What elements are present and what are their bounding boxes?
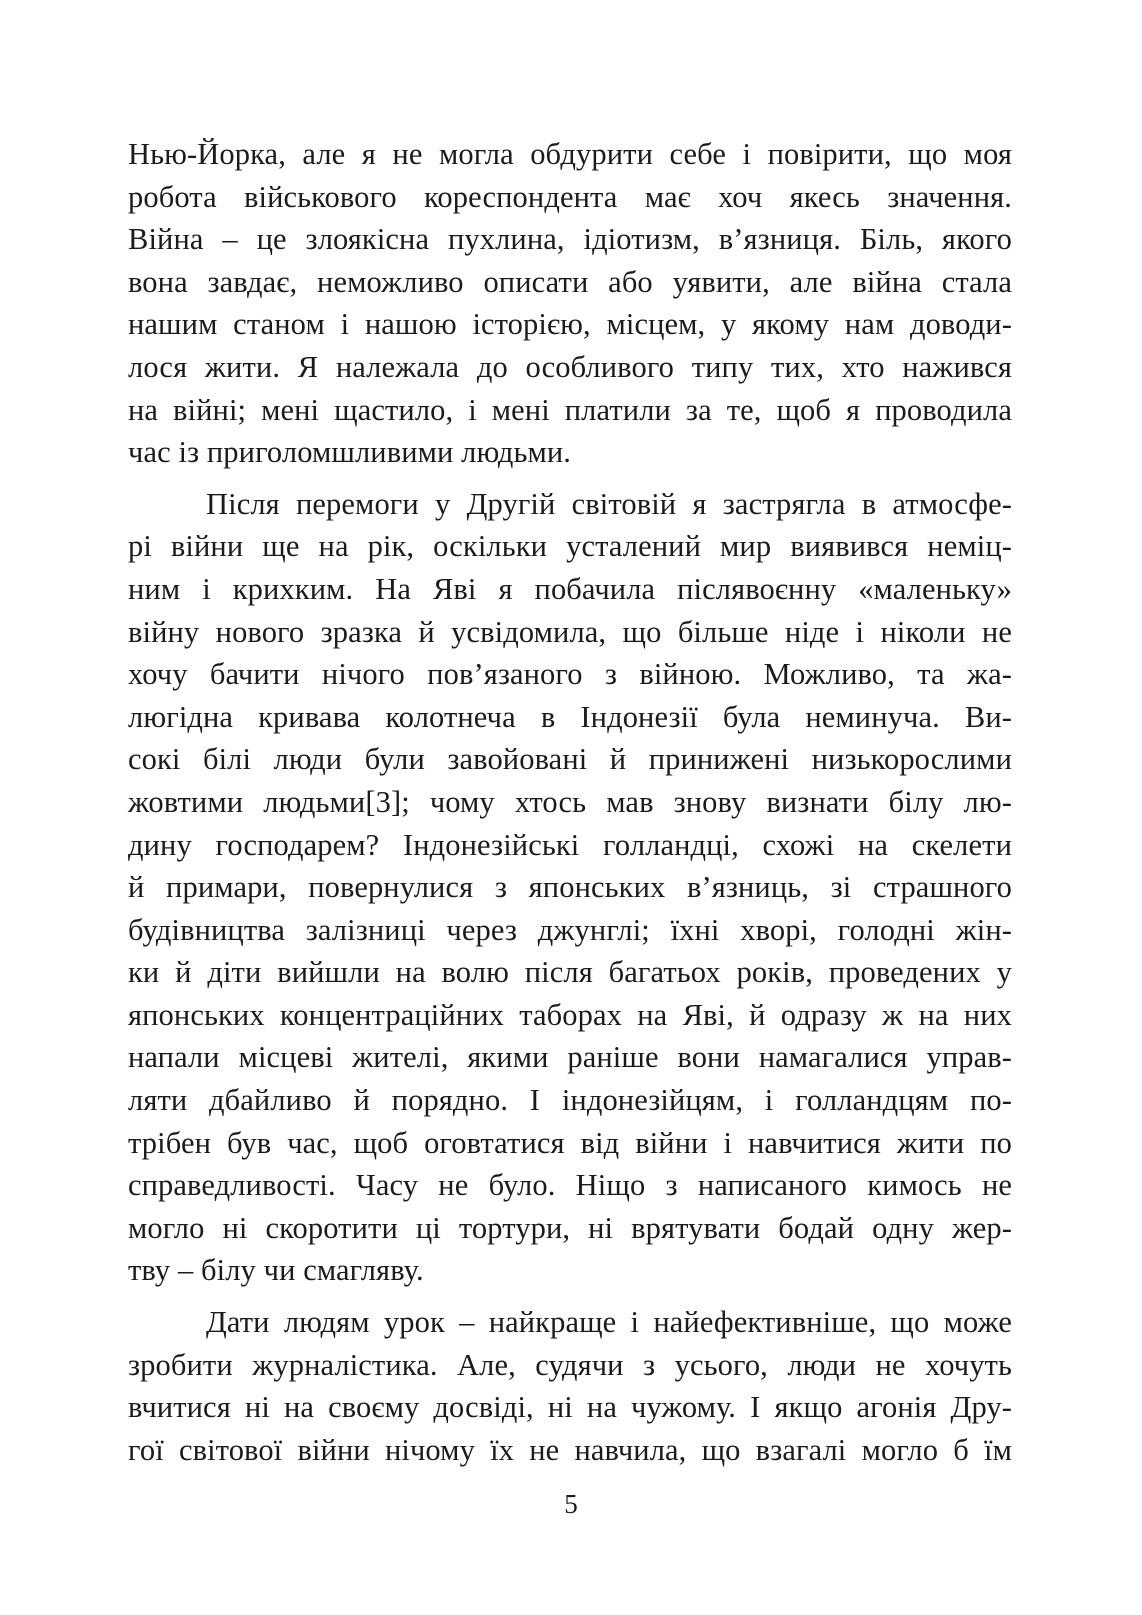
text-line: могло ні скоротити ці тортури, ні врятувати бодай одну жер- [128,1210,1012,1245]
text-line: війну нового зразка й усвідомила, що більше ніде і ніколи не [128,614,1012,649]
text-line: жовтими людьми[3]; чому хтось мав знову визнати білу лю- [128,784,1012,819]
text-line: ки й діти вийшли на волю після багатьох років, проведених у [128,955,1012,990]
text-line: гої світової війни нічому їх не навчила, що взагалі могло б їм [128,1432,1012,1467]
text-line: вона завдає, неможливо описати або уявити, але війна стала [128,264,1012,299]
text-line: лося жити. Я належала до особливого типу тих, хто нажився [128,349,1012,384]
text-line: на війні; мені щастило, і мені платили за те, щоб я проводила [128,392,1012,427]
page-number: 5 [564,1489,578,1519]
text-line: Війна – це злоякісна пухлина, ідіотизм, в’язниця. Біль, якого [128,222,1012,257]
text-line: напали місцеві жителі, якими раніше вони намагалися управ- [128,1040,1012,1075]
text-line: ляти дбайливо й порядно. І індонезійцям, і голландцям по- [128,1083,1012,1118]
text-line: будівництва залізниці через джунглі; їхні хворі, голодні жін- [128,912,1012,947]
paragraph-2 [128,483,1012,1292]
text-line: зробити журналістика. Але, судячи з усього, люди не хочуть [128,1347,1012,1382]
paragraph-gap [128,1292,1012,1301]
text-line: час із приголомшливими людьми. [128,435,572,470]
text-line: Після перемоги у Другій світовій я застрягла в атмосфе- [206,486,1012,521]
text-line: й примари, повернулися з японських в’язниць, зі страшного [128,870,1012,905]
text-line: трібен був час, щоб оговтатися від війни і навчитися жити по [128,1125,1012,1160]
text-line: Дати людям урок – найкраще і найефективніше, що може [206,1305,1012,1340]
text-line: ним і крихким. На Яві я побачила післявоєнну «маленьку» [128,571,1012,606]
text-line: хочу бачити нічого пов’язаного з війною. Можливо, та жа- [128,657,1012,692]
text-line: робота військового кореспондента має хоч якесь значення. [128,179,1012,214]
paragraph-3 [128,1301,1012,1471]
text-line: вчитися ні на своєму досвіді, ні на чужому. І якщо агонія Дру- [128,1390,1012,1425]
text-line: рі війни ще на рік, оскільки усталений мир виявився неміц- [128,529,1012,564]
text-line: справедливості. Часу не було. Ніщо з написаного кимось не [128,1168,1012,1203]
text-line: сокі білі люди були завойовані й принижені низькорослими [128,742,1012,777]
text-line: Нью-Йорка, але я не могла обдурити себе і повірити, що моя [128,137,1012,171]
text-line: японських концентраційних таборах на Яві, й одразу ж на них [128,997,1012,1032]
text-line: дину господарем? Індонезійські голландці, схожі на скелети [128,827,1012,862]
text-line: тву – білу чи смагляву. [128,1253,424,1288]
text-line: люгідна кривава колотнеча в Індонезії була неминуча. Ви- [128,699,1012,734]
paragraph-1 [128,133,1012,474]
text-line: нашим станом і нашою історією, місцем, у якому нам доводи- [128,307,1012,342]
paragraph-gap [128,474,1012,483]
page-text-block [128,133,1012,1471]
